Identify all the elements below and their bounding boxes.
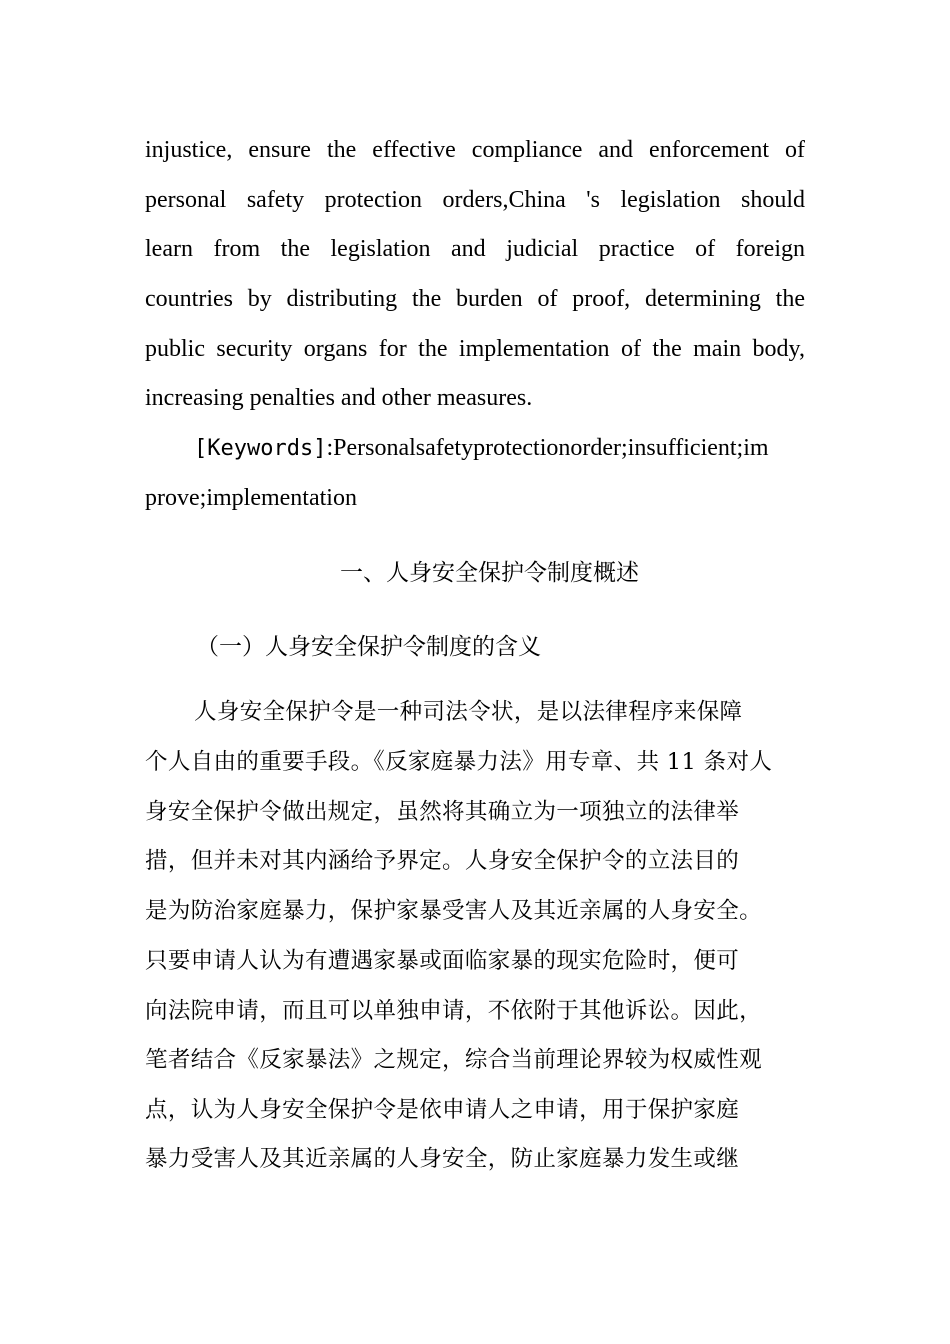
body-line: 暴力受害人及其近亲属的人身安全，防止家庭暴力发生或继 <box>145 1146 740 1172</box>
section-subheading: （一）人身安全保护令制度的含义 <box>196 634 541 660</box>
body-line: 个人自由的重要手段。《反家庭暴力法》用专章、共 11 条对人 <box>145 749 773 775</box>
body-line: 是为防治家庭暴力，保护家暴受害人及其近亲属的人身安全。 <box>145 898 762 924</box>
keywords-label: [Keywords] <box>194 436 327 461</box>
keywords-line <box>194 433 805 464</box>
abstract-line: increasing penalties and other measures. <box>145 385 533 411</box>
body-line: 人身安全保护令是一种司法令状，是以法律程序来保障 <box>194 699 743 725</box>
body-line: 点，认为人身安全保护令是依申请人之申请，用于保护家庭 <box>145 1097 740 1123</box>
abstract-line: public security organs for the implementation of the main body, <box>145 336 805 362</box>
body-line: 笔者结合《反家暴法》之规定，综合当前理论界较为权威性观 <box>145 1047 762 1073</box>
body-line: 身安全保护令做出规定，虽然将其确立为一项独立的法律举 <box>145 799 740 825</box>
abstract-line: learn from the legislation and judicial practice of foreign <box>145 236 805 262</box>
abstract-line: countries by distributing the burden of proof, determining the <box>145 286 805 312</box>
body-line: 只要申请人认为有遭遇家暴或面临家暴的现实危险时，便可 <box>145 948 740 974</box>
keywords-text: Personalsafetyprotectionorder;insufficient;im <box>333 435 769 461</box>
body-line: 向法院申请，而且可以单独申请，不依附于其他诉讼。因此， <box>145 998 762 1024</box>
body-line: 措，但并未对其内涵给予界定。人身安全保护令的立法目的 <box>145 848 740 874</box>
section-heading: 一、人身安全保护令制度概述 <box>340 560 639 586</box>
abstract-line: personal safety protection orders,China 's legislation should <box>145 187 805 213</box>
abstract-line: injustice, ensure the effective compliance and enforcement of <box>145 137 805 163</box>
keywords-separator: : <box>326 435 334 461</box>
keywords-continuation: prove;implementation <box>145 485 357 511</box>
